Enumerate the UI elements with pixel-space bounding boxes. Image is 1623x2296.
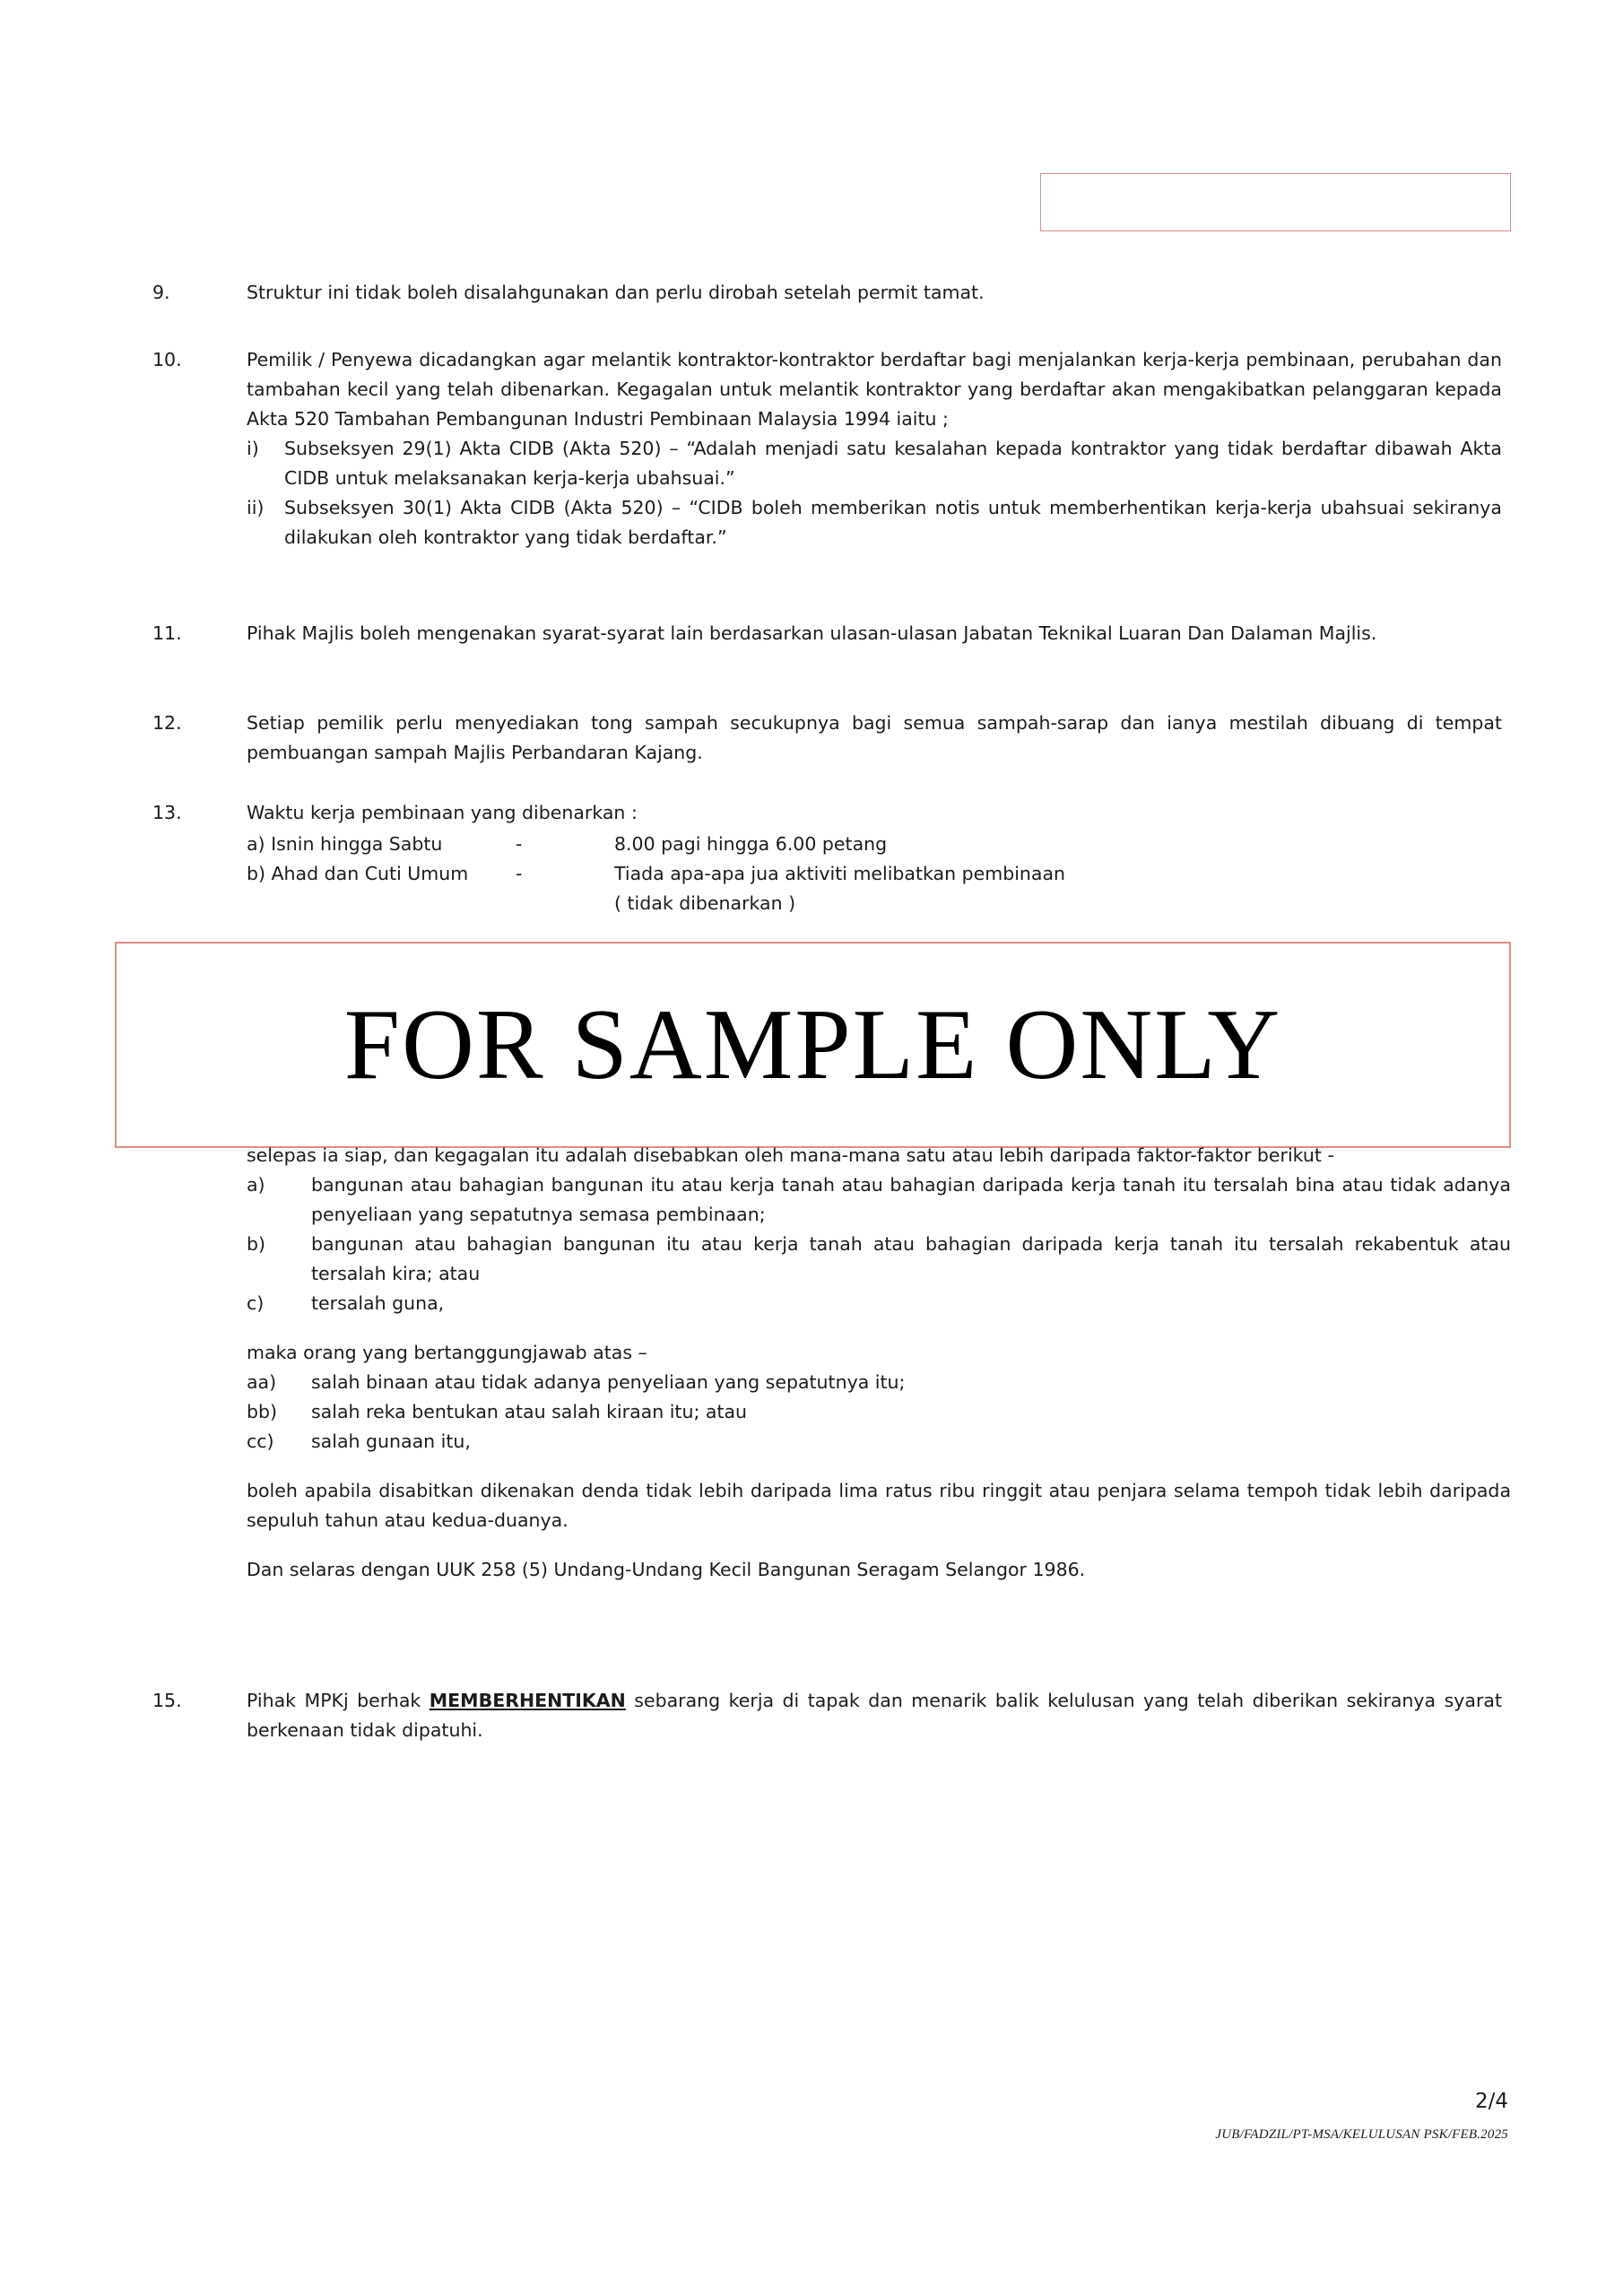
sub-text: bangunan atau bahagian bangunan itu atau kerja tanah atau bahagian daripada kerja tanah itu tersalah rekabentuk atau tersalah kira; atau xyxy=(311,1233,1511,1284)
clause-13-body xyxy=(247,798,1502,918)
working-hours-note-row xyxy=(247,889,1502,918)
sub-marker: c) xyxy=(247,1292,265,1314)
working-hours-row xyxy=(247,859,1502,889)
hours-note: ( tidak dibenarkan ) xyxy=(614,892,796,914)
clause-15-text-after: sebarang kerja di tapak dan menarik balik kelulusan yang telah diberikan sekiranya syarat berkenaan tidak dipatuhi. xyxy=(247,1690,1502,1741)
page-number: 2/4 xyxy=(1474,2090,1508,2113)
working-hours-table xyxy=(247,830,1502,918)
clause-15 xyxy=(152,1686,1506,1745)
sub-marker: bb) xyxy=(247,1401,278,1422)
clause-11-number: 11. xyxy=(152,622,182,644)
for-sample-only-stamp xyxy=(115,942,1511,1148)
clause-15-body xyxy=(247,1686,1502,1745)
clause-9-text: Struktur ini tidak boleh disalahgunakan dan perlu dirobah setelah permit tamat. xyxy=(247,282,985,303)
sub-marker: a) xyxy=(247,1174,265,1196)
clause-14-sub-a xyxy=(247,1170,1511,1230)
stamp-text: FOR SAMPLE ONLY xyxy=(343,988,1282,1100)
clause-15-number: 15. xyxy=(152,1690,182,1711)
sub-text: tersalah guna, xyxy=(311,1292,445,1314)
clause-14-sub-b xyxy=(247,1230,1511,1289)
clause-13 xyxy=(152,798,1506,918)
working-hours-row xyxy=(247,830,1502,859)
sub-marker: ii) xyxy=(247,497,265,518)
clause-10-sub-ii xyxy=(247,493,1502,552)
clause-14-sub-aa xyxy=(247,1368,1511,1397)
clause-14-penalty: boleh apabila disabitkan dikenakan denda tidak lebih daripada lima ratus ribu ringgit atau penjara selama tempoh tidak lebih daripada sepuluh tahun atau kedua-duanya. xyxy=(247,1480,1511,1531)
clause-14-mid-text: maka orang yang bertanggungjawab atas – xyxy=(247,1342,647,1363)
clause-14-continuation xyxy=(247,1141,1511,1585)
sub-text: Subseksyen 30(1) Akta CIDB (Akta 520) – “CIDB boleh memberikan notis untuk memberhentikan kerja-kerja ubahsuai sekiranya dilakukan oleh kontraktor yang tidak berdaftar.” xyxy=(284,497,1502,548)
clause-14-sublist-2 xyxy=(247,1368,1511,1457)
sub-marker: b) xyxy=(247,1233,266,1255)
top-right-stamp-box xyxy=(1040,173,1511,231)
hours-value: 8.00 pagi hingga 6.00 petang xyxy=(614,833,888,855)
hours-label: b) Ahad dan Cuti Umum xyxy=(247,863,469,884)
hours-dash: - xyxy=(516,833,523,855)
footer-reference: JUB/FADZIL/PT-MSA/KELULUSAN PSK/FEB.2025 xyxy=(1215,2127,1508,2142)
clause-14-reference: Dan selaras dengan UUK 258 (5) Undang-Undang Kecil Bangunan Seragam Selangor 1986. xyxy=(247,1559,1086,1580)
hours-value: Tiada apa-apa jua aktiviti melibatkan pembinaan xyxy=(614,863,1066,884)
clause-9 xyxy=(152,278,1506,308)
clause-13-number: 13. xyxy=(152,802,182,823)
clause-12 xyxy=(152,709,1506,768)
clause-12-text: Setiap pemilik perlu menyediakan tong sampah secukupnya bagi semua sampah-sarap dan ianya mestilah dibuang di tempat pembuangan sampah Majlis Perbandaran Kajang. xyxy=(247,712,1502,763)
clause-14-sub-c xyxy=(247,1289,1511,1318)
clause-14-sublist-1 xyxy=(247,1170,1511,1318)
clause-10-sublist xyxy=(247,434,1502,552)
clause-13-text: Waktu kerja pembinaan yang dibenarkan : xyxy=(247,802,638,823)
sub-marker: aa) xyxy=(247,1371,277,1393)
sub-marker: cc) xyxy=(247,1431,274,1452)
clause-14-sub-bb xyxy=(247,1397,1511,1427)
clause-10-text: Pemilik / Penyewa dicadangkan agar melantik kontraktor-kontraktor berdaftar bagi menjalankan kerja-kerja pembinaan, perubahan dan tambahan kecil yang telah dibenarkan. Kegagalan untuk melantik kontraktor yang berdaftar akan mengakibatkan pelanggaran kepada Akta 520 Tambahan Pembangunan Industri Pembinaan Malaysia 1994 iaitu ; xyxy=(247,349,1502,430)
sub-text: Subseksyen 29(1) Akta CIDB (Akta 520) – “Adalah menjadi satu kesalahan kepada kontraktor yang tidak berdaftar dibawah Akta CIDB untuk melaksanakan kerja-kerja ubahsuai.” xyxy=(284,438,1502,489)
clause-15-emphasis: MEMBERHENTIKAN xyxy=(429,1690,626,1711)
sub-text: salah reka bentukan atau salah kiraan itu; atau xyxy=(311,1401,748,1422)
hours-label: a) Isnin hingga Sabtu xyxy=(247,833,443,855)
clause-10-body xyxy=(247,345,1502,552)
sub-text: salah gunaan itu, xyxy=(311,1431,471,1452)
clause-14-sub-cc xyxy=(247,1427,1511,1457)
sub-text: bangunan atau bahagian bangunan itu atau kerja tanah atau bahagian daripada kerja tanah itu tersalah bina atau tidak adanya penyeliaan yang sepatutnya semasa pembinaan; xyxy=(311,1174,1511,1225)
clause-14-leadin: selepas ia siap, dan kegagalan itu adalah disebabkan oleh mana-mana satu atau lebih daripada faktor-faktor berikut - xyxy=(247,1144,1334,1166)
sub-text: salah binaan atau tidak adanya penyeliaan yang sepatutnya itu; xyxy=(311,1371,906,1393)
sub-marker: i) xyxy=(247,438,259,459)
clause-10-sub-i xyxy=(247,434,1502,493)
clause-11-text: Pihak Majlis boleh mengenakan syarat-syarat lain berdasarkan ulasan-ulasan Jabatan Teknikal Luaran Dan Dalaman Majlis. xyxy=(247,622,1377,644)
hours-dash: - xyxy=(516,863,523,884)
clause-9-number: 9. xyxy=(152,282,170,303)
clause-10 xyxy=(152,345,1506,552)
clause-12-number: 12. xyxy=(152,712,182,734)
clause-10-number: 10. xyxy=(152,349,182,370)
clause-15-text-before: Pihak MPKj berhak xyxy=(247,1690,430,1711)
clause-11 xyxy=(152,619,1506,648)
